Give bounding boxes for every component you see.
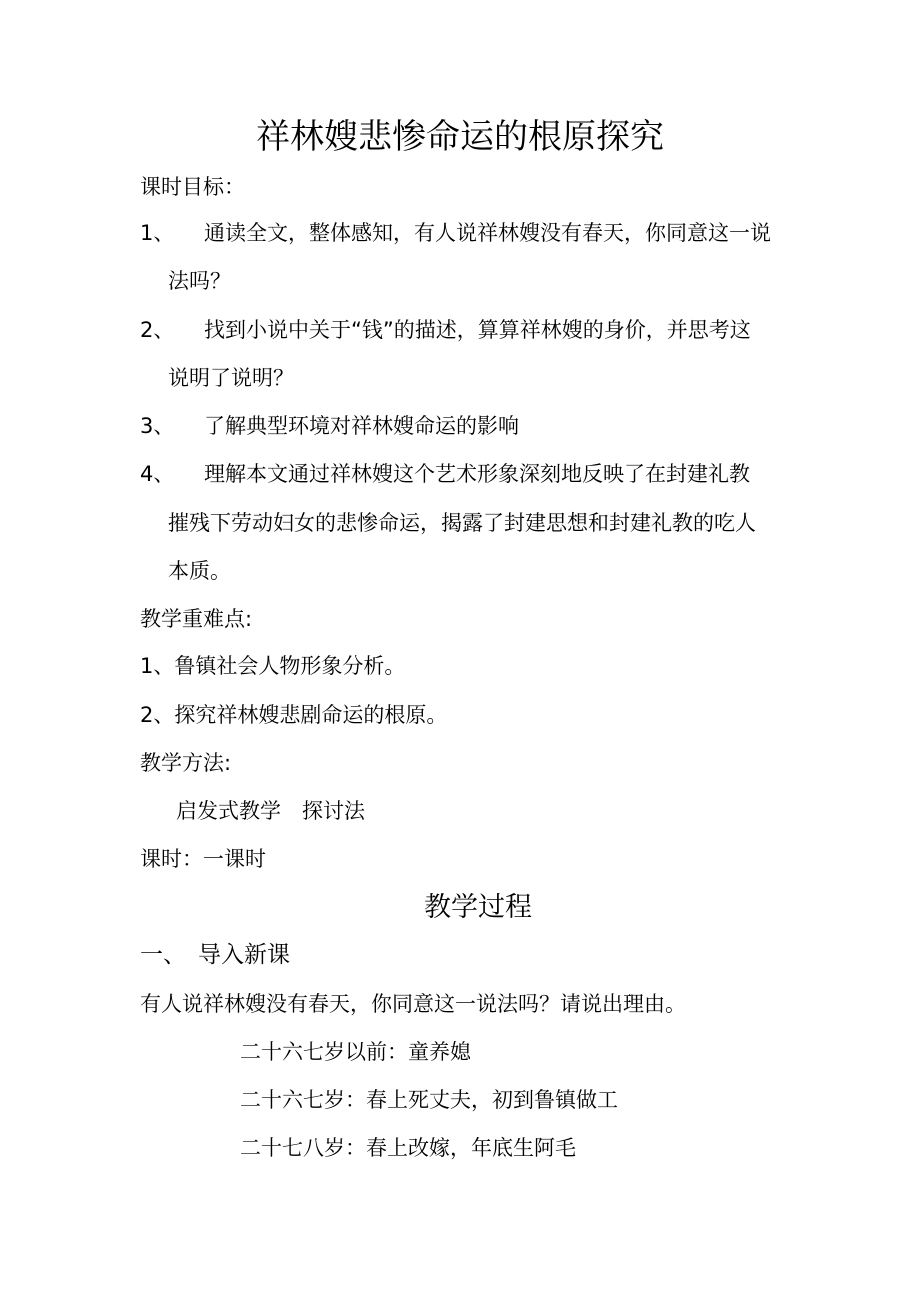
objectives-label: 课时目标： xyxy=(140,175,245,199)
methods-label: 教学方法: xyxy=(140,751,232,775)
objective-text: 了解典型环境对祥林嫂命运的影响 xyxy=(204,414,519,438)
objective-text: 说明了说明？ xyxy=(168,366,294,390)
objective-text: 通读全文，整体感知，有人说祥林嫂没有春天，你同意这一说 xyxy=(204,221,771,245)
timeline-item: 二十六七岁以前：童养媳 xyxy=(240,1040,471,1064)
key-point: 2、探究祥林嫂悲剧命运的根原。 xyxy=(140,703,448,727)
document-title: 祥林嫂悲惨命运的根原探究 xyxy=(256,117,664,157)
timeline-item: 二十六七岁：春上死丈夫，初到鲁镇做工 xyxy=(240,1088,618,1112)
objective-text: 理解本文通过祥林嫂这个艺术形象深刻地反映了在封建礼教 xyxy=(204,462,750,486)
objective-number: 4、 xyxy=(140,462,175,486)
intro-question: 有人说祥林嫂没有春天，你同意这一说法吗？请说出理由。 xyxy=(140,992,686,1016)
key-points-label: 教学重难点: xyxy=(140,607,253,631)
section-heading xyxy=(140,937,290,973)
key-point: 1、鲁镇社会人物形象分析。 xyxy=(140,654,406,678)
objective-text: 法吗？ xyxy=(168,269,231,293)
section-number: 一、 xyxy=(140,942,186,968)
section-title: 导入新课 xyxy=(198,942,290,968)
objective-number: 3、 xyxy=(140,414,175,438)
timeline-item: 二十七八岁：春上改嫁，年底生阿毛 xyxy=(240,1136,576,1160)
objective-text: 摧残下劳动妇女的悲惨命运，揭露了封建思想和封建礼教的吃人 xyxy=(168,511,756,535)
objective-text: 找到小说中关于“钱”的描述，算算祥林嫂的身价，并思考这 xyxy=(204,318,751,342)
objective-number: 1、 xyxy=(140,221,175,245)
objective-text: 本质。 xyxy=(168,559,231,583)
process-title: 教学过程 xyxy=(424,892,532,923)
objective-number: 2、 xyxy=(140,318,175,342)
duration-text: 课时：一课时 xyxy=(140,847,266,871)
methods-text: 启发式教学 探讨法 xyxy=(176,799,365,823)
